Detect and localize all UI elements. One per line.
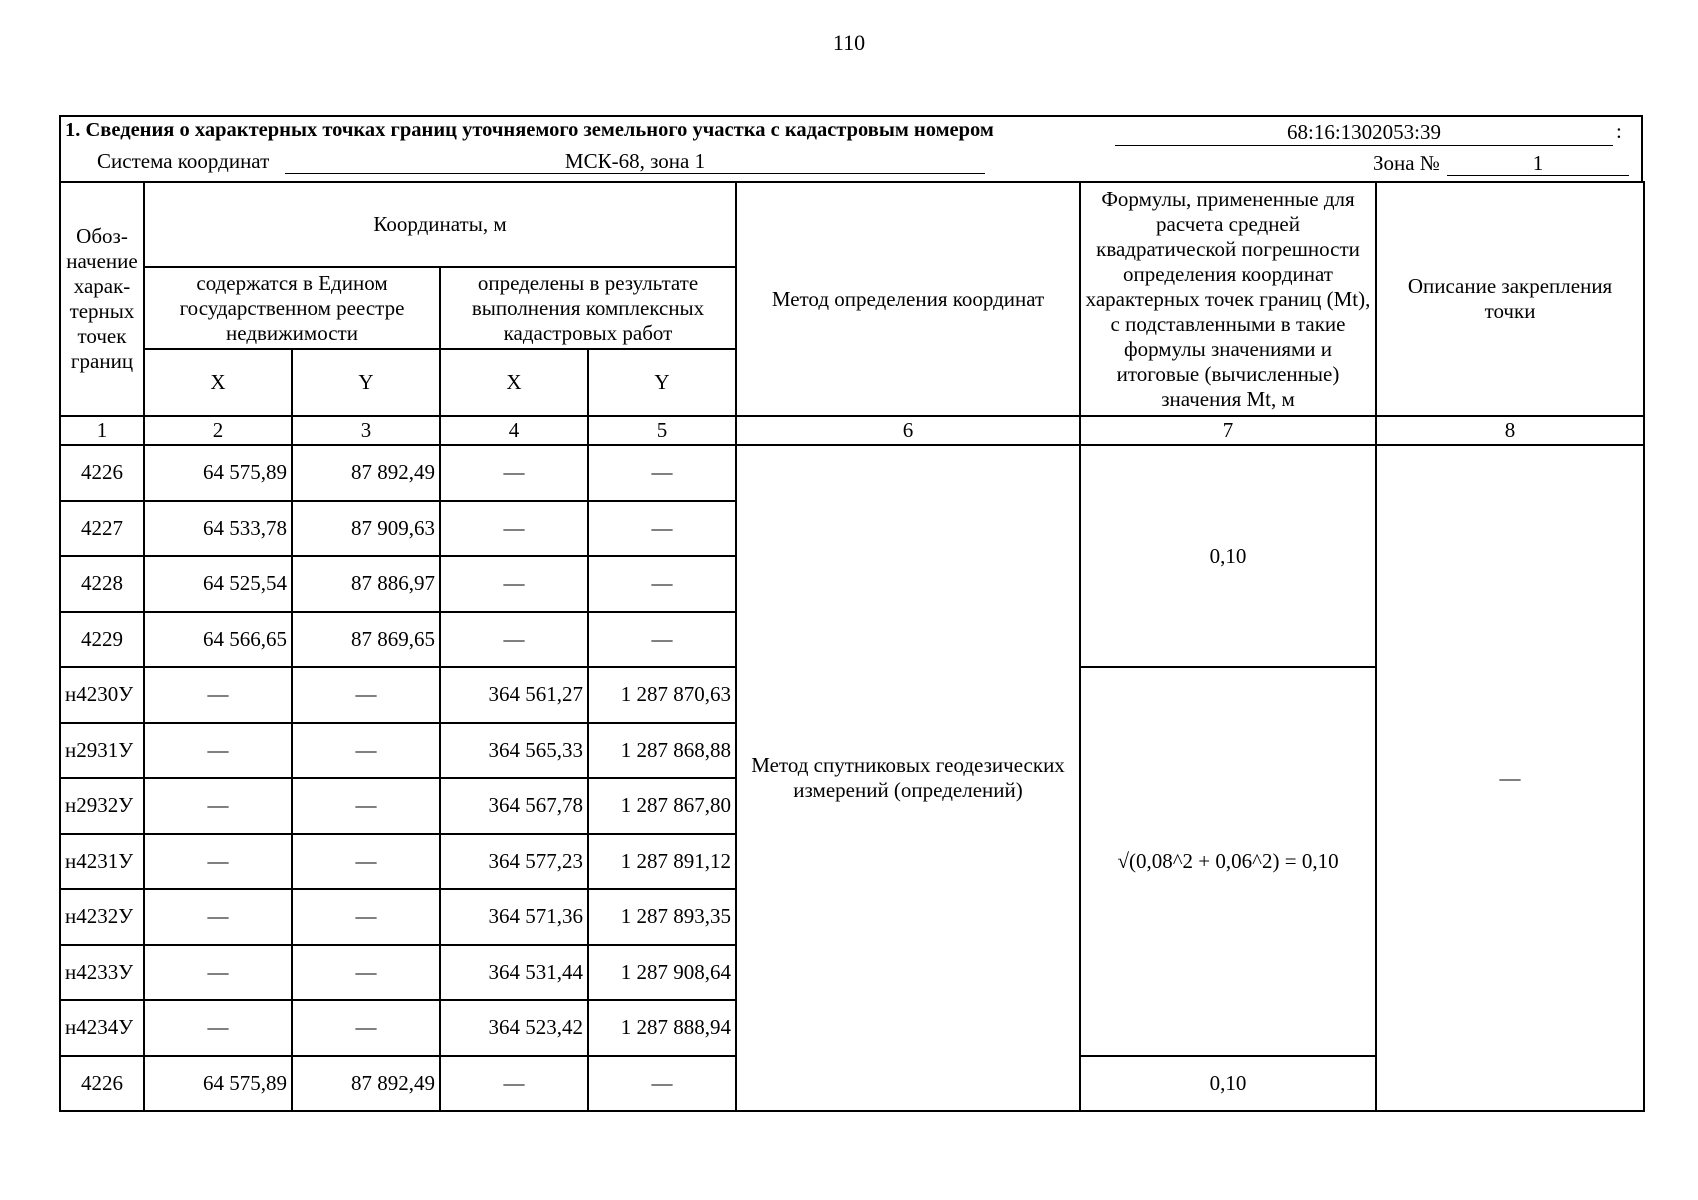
point-id: 4228 [60, 556, 144, 612]
page-number: 110 [832, 30, 866, 55]
x-determined-value: 364 577,23 [440, 834, 588, 890]
point-id: 4226 [60, 1056, 144, 1112]
x-register-value: — [144, 834, 292, 890]
y-determined-value: 1 287 891,12 [588, 834, 736, 890]
x-determined-value: 364 567,78 [440, 778, 588, 834]
x-register-value: — [144, 778, 292, 834]
x-determined-value: 364 565,33 [440, 723, 588, 779]
y-register-value: — [292, 945, 440, 1001]
heading-colon: : [1616, 119, 1622, 143]
y-register-value: — [292, 778, 440, 834]
y-register-value: — [292, 834, 440, 890]
column-number: 7 [1080, 416, 1376, 445]
header-y-register: Y [292, 349, 440, 416]
x-register-value: — [144, 1000, 292, 1056]
x-register-value: 64 566,65 [144, 612, 292, 668]
x-register-value: — [144, 667, 292, 723]
y-register-value: — [292, 1000, 440, 1056]
x-determined-value: — [440, 556, 588, 612]
point-id: н4234У [60, 1000, 144, 1056]
header-y-determined: Y [588, 349, 736, 416]
point-id: н4233У [60, 945, 144, 1001]
cadastral-number: 68:16:1302053:39 [1115, 119, 1613, 146]
header-in-register: содержатся в Едином государственном реестре недвижимости [144, 267, 440, 349]
table-row [60, 445, 1644, 501]
header-point-designation: Обоз-начение харак-терных точек границ [60, 182, 144, 416]
x-determined-value: 364 561,27 [440, 667, 588, 723]
column-number: 3 [292, 416, 440, 445]
column-number: 5 [588, 416, 736, 445]
x-determined-value: — [440, 501, 588, 557]
y-determined-value: 1 287 908,64 [588, 945, 736, 1001]
point-id: н4232У [60, 889, 144, 945]
point-id: н4231У [60, 834, 144, 890]
x-register-value: 64 575,89 [144, 445, 292, 501]
column-number: 2 [144, 416, 292, 445]
x-determined-value: 364 523,42 [440, 1000, 588, 1056]
header-x-determined: X [440, 349, 588, 416]
y-determined-value: 1 287 867,80 [588, 778, 736, 834]
column-number: 8 [1376, 416, 1644, 445]
header-x-register: X [144, 349, 292, 416]
mt-value: 0,10 [1080, 445, 1376, 667]
point-id: 4226 [60, 445, 144, 501]
header-formulas: Формулы, примененные для расчета средней квадратической погрешности определения координат характерных точек границ (Mt), с подставленными в такие формулы значениями и итоговые (вычисленные) значения Mt, м [1080, 182, 1376, 416]
header-determined: определены в результате выполнения комплексных кадастровых работ [440, 267, 736, 349]
coordinate-system-value: МСК-68, зона 1 [285, 149, 985, 174]
x-determined-value: 364 571,36 [440, 889, 588, 945]
y-determined-value: — [588, 612, 736, 668]
x-register-value: — [144, 945, 292, 1001]
x-register-value: 64 525,54 [144, 556, 292, 612]
column-number: 4 [440, 416, 588, 445]
y-determined-value: 1 287 893,35 [588, 889, 736, 945]
column-number: 6 [736, 416, 1080, 445]
header-coordinates: Координаты, м [144, 182, 736, 267]
section-heading [59, 115, 1643, 181]
cadastral-points-section [59, 115, 1643, 1119]
point-id: 4227 [60, 501, 144, 557]
point-id: н4230У [60, 667, 144, 723]
x-register-value: — [144, 889, 292, 945]
point-id: 4229 [60, 612, 144, 668]
mt-formula: √(0,08^2 + 0,06^2) = 0,10 [1080, 667, 1376, 1056]
y-determined-value: 1 287 868,88 [588, 723, 736, 779]
x-determined-value: 364 531,44 [440, 945, 588, 1001]
y-register-value: 87 869,65 [292, 612, 440, 668]
y-register-value: — [292, 889, 440, 945]
y-determined-value: 1 287 888,94 [588, 1000, 736, 1056]
x-determined-value: — [440, 612, 588, 668]
points-table [59, 181, 1645, 1112]
column-number: 1 [60, 416, 144, 445]
x-determined-value: — [440, 445, 588, 501]
x-register-value: 64 533,78 [144, 501, 292, 557]
y-register-value: 87 886,97 [292, 556, 440, 612]
point-id: н2931У [60, 723, 144, 779]
y-determined-value: 1 287 870,63 [588, 667, 736, 723]
header-description: Описание закрепления точки [1376, 182, 1644, 416]
y-determined-value: — [588, 445, 736, 501]
x-register-value: 64 575,89 [144, 1056, 292, 1112]
point-id: н2932У [60, 778, 144, 834]
zone-label: Зона № [1373, 151, 1440, 175]
header-method: Метод определения координат [736, 182, 1080, 416]
y-determined-value: — [588, 501, 736, 557]
x-determined-value: — [440, 1056, 588, 1112]
y-determined-value: — [588, 556, 736, 612]
y-determined-value: — [588, 1056, 736, 1112]
coordinate-system-label: Система координат [97, 149, 270, 173]
mt-value: 0,10 [1080, 1056, 1376, 1112]
y-register-value: — [292, 723, 440, 779]
x-register-value: — [144, 723, 292, 779]
y-register-value: 87 892,49 [292, 445, 440, 501]
method-value: Метод спутниковых геодезических измерений (определений) [736, 445, 1080, 1111]
y-register-value: 87 909,63 [292, 501, 440, 557]
section-title: 1. Сведения о характерных точках границ уточняемого земельного участка с кадастровым номером [65, 119, 994, 141]
zone-value: 1 [1447, 151, 1629, 176]
y-register-value: — [292, 667, 440, 723]
y-register-value: 87 892,49 [292, 1056, 440, 1112]
description-value: — [1376, 445, 1644, 1111]
